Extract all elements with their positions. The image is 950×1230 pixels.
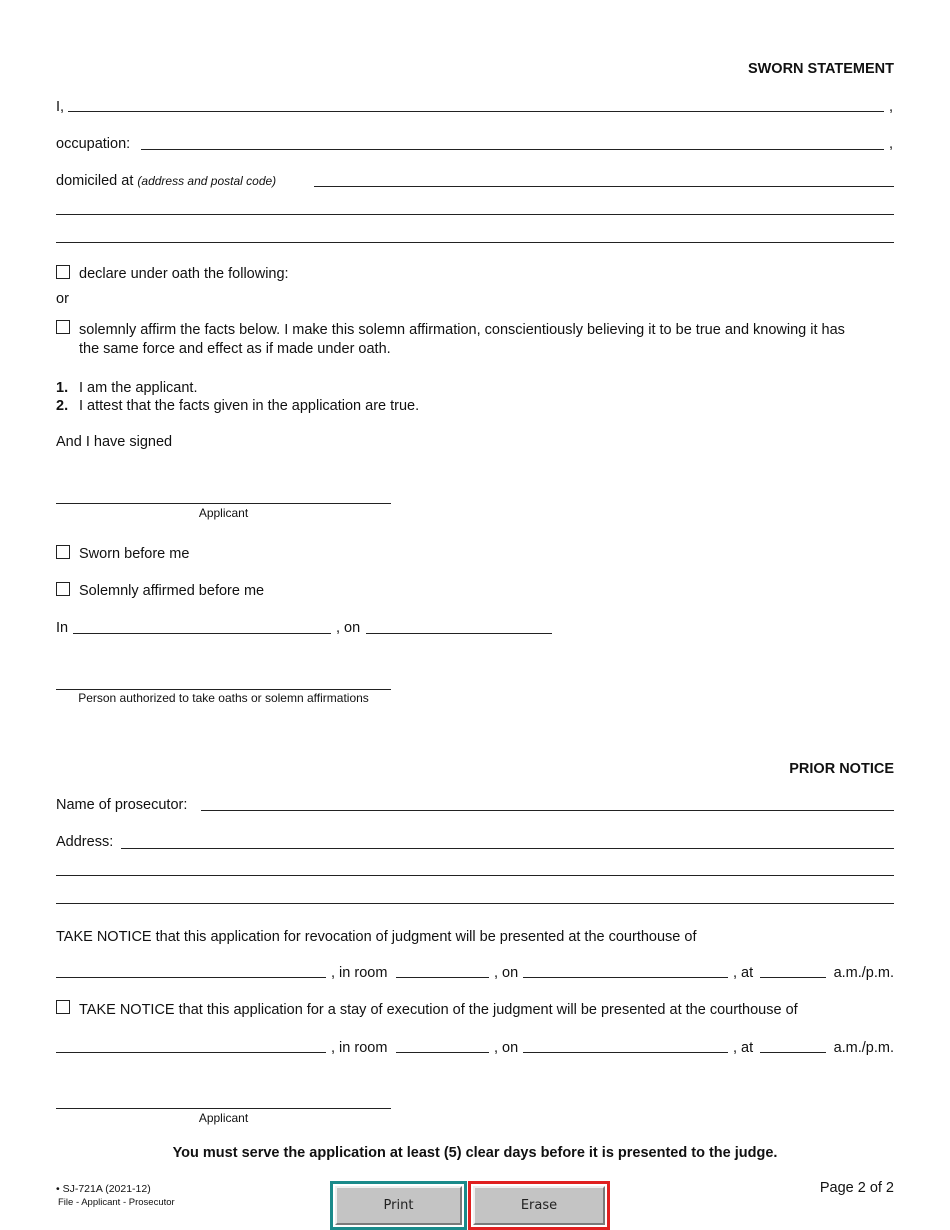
courthouse-field-1[interactable]	[56, 977, 326, 978]
authorized-label: Person authorized to take oaths or solemn affirmations	[78, 691, 369, 705]
sworn-before-label: Sworn before me	[79, 546, 190, 562]
take-notice-stay: TAKE NOTICE that this application for a stay of execution of the judgment will be presented at the courthouse of	[79, 1002, 798, 1018]
courthouse-field-2[interactable]	[56, 1052, 326, 1053]
signed-label: And I have signed	[56, 434, 173, 450]
prosecutor-label: Name of prosecutor:	[56, 797, 188, 813]
affirmed-before-checkbox[interactable]	[56, 582, 70, 596]
item-1-text: I am the applicant.	[79, 380, 198, 396]
time-field-2[interactable]	[760, 1052, 826, 1053]
address-field-2[interactable]	[56, 214, 894, 215]
date-field-1[interactable]	[523, 977, 728, 978]
declare-checkbox[interactable]	[56, 265, 70, 279]
on-label: , on	[336, 620, 361, 636]
item-2-text: I attest that the facts given in the application are true.	[79, 398, 420, 414]
date-field[interactable]	[366, 633, 552, 634]
on-label: , on	[494, 1040, 519, 1056]
domiciled-hint: (address and postal code)	[137, 174, 277, 188]
page-number: Page 2 of 2	[819, 1180, 894, 1196]
affirmed-before-label: Solemnly affirmed before me	[79, 583, 265, 599]
sworn-statement-title: SWORN STATEMENT	[747, 61, 894, 77]
name-field[interactable]	[68, 111, 884, 112]
ampm-label: a.m./p.m.	[833, 1040, 894, 1056]
comma: ,	[889, 99, 894, 115]
erase-button-frame	[468, 1181, 610, 1230]
address-field-3[interactable]	[56, 242, 894, 243]
domiciled-label-text: domiciled at	[56, 173, 134, 189]
at-label: , at	[733, 1040, 754, 1056]
comma: ,	[889, 136, 894, 152]
room-field-2[interactable]	[396, 1052, 489, 1053]
affirm-line-2: the same force and effect as if made under oath.	[79, 341, 391, 357]
sworn-before-checkbox[interactable]	[56, 545, 70, 559]
prosecutor-address-field-3[interactable]	[56, 903, 894, 904]
serve-warning: You must serve the application at least (5) clear days before it is presented to the judge.	[172, 1145, 778, 1161]
at-label: , at	[733, 965, 754, 981]
in-label: In	[56, 620, 69, 636]
prosecutor-address-field-2[interactable]	[56, 875, 894, 876]
take-notice-revocation: TAKE NOTICE that this application for revocation of judgment will be presented at the courthouse of	[56, 929, 697, 945]
erase-button[interactable]: Erase	[473, 1186, 605, 1225]
room-field-1[interactable]	[396, 977, 489, 978]
address-field-1[interactable]	[314, 186, 894, 187]
item-1-number: 1.	[56, 380, 69, 396]
place-field[interactable]	[73, 633, 331, 634]
prosecutor-field[interactable]	[201, 810, 894, 811]
occupation-field[interactable]	[141, 149, 884, 150]
ampm-label: a.m./p.m.	[833, 965, 894, 981]
authorized-signature-line[interactable]	[56, 689, 391, 690]
time-field-1[interactable]	[760, 977, 826, 978]
declare-label: declare under oath the following:	[79, 266, 289, 282]
occupation-label: occupation:	[56, 136, 131, 152]
applicant-signature-line[interactable]	[56, 503, 391, 504]
item-2-number: 2.	[56, 398, 69, 414]
in-room-label: , in room	[331, 1040, 388, 1056]
stay-notice-checkbox[interactable]	[56, 1000, 70, 1014]
date-field-2[interactable]	[523, 1052, 728, 1053]
on-label: , on	[494, 965, 519, 981]
domiciled-label	[56, 173, 276, 189]
notice-applicant-label: Applicant	[198, 1111, 249, 1125]
or-label: or	[56, 291, 69, 307]
distribution-label: File - Applicant - Prosecutor	[58, 1197, 175, 1208]
notice-applicant-signature-line[interactable]	[56, 1108, 391, 1109]
in-room-label: , in room	[331, 965, 388, 981]
print-button-frame	[330, 1181, 467, 1230]
prosecutor-address-field-1[interactable]	[121, 848, 894, 849]
affirm-checkbox[interactable]	[56, 320, 70, 334]
i-label: I,	[56, 99, 65, 115]
affirm-line-1: solemnly affirm the facts below. I make this solemn affirmation, conscientiously believing it to be true and knowing it has	[79, 322, 845, 338]
form-code: • SJ-721A (2021-12)	[56, 1183, 151, 1195]
prosecutor-address-label: Address:	[56, 834, 114, 850]
print-button[interactable]: Print	[335, 1186, 462, 1225]
applicant-label: Applicant	[198, 506, 249, 520]
prior-notice-title: PRIOR NOTICE	[789, 761, 894, 777]
